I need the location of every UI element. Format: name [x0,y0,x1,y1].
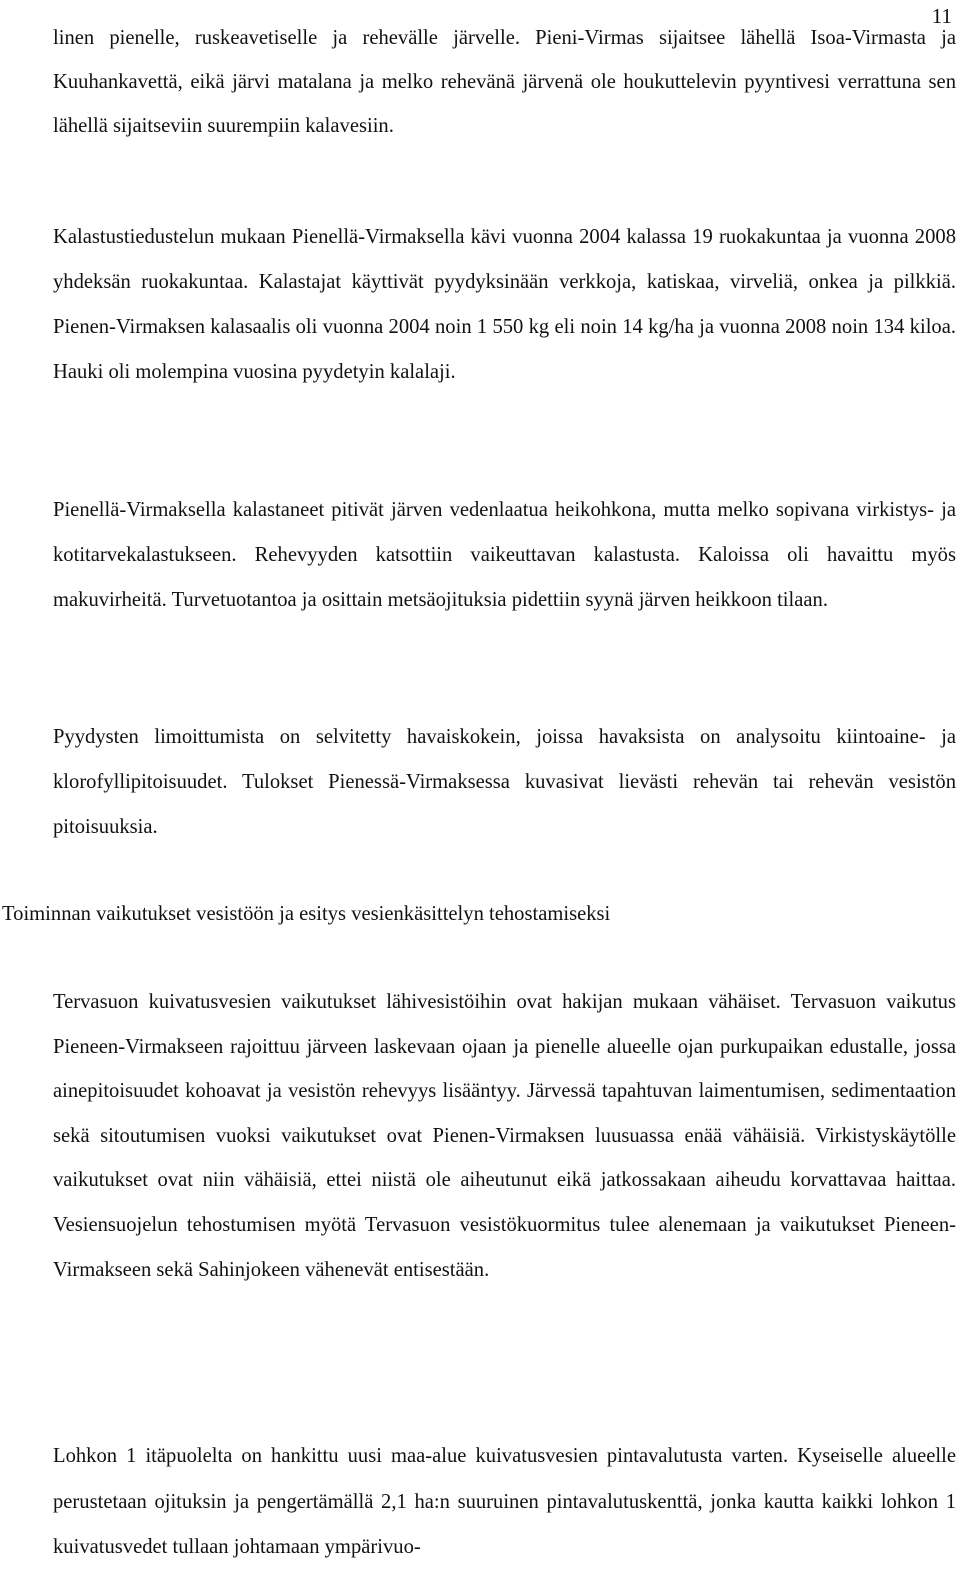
page-number: 11 [931,4,952,28]
paragraph-lake-description: linen pienelle, ruskeavetiselle ja rehevälle järvelle. Pieni-Virmas sijaitsee lähellä Isoa-Virmasta ja Kuuhankavettä, eikä järvi matalana ja melko rehevänä järvenä ole houkuttelevin pyyntivesi verrattuna sen lähellä sijaitseviin suurempiin kalavesiin. [53,27,956,137]
section-heading: Toiminnan vaikutukset vesistöön ja esitys vesienkäsittelyn tehostamiseksi [2,903,611,925]
paragraph-gear-fouling: Pyydysten limoittumista on selvitetty havaiskokein, joissa havaksista on analysoitu kiintoaine- ja klorofyllipitoisuudet. Tulokset Pienessä-Virmaksessa kuvasivat lievästi rehevän tai rehevän vesistön pitoisuuksia. [53,726,956,838]
paragraph-water-quality-opinion: Pienellä-Virmaksella kalastaneet pitivät järven vedenlaatua heikohkona, mutta melko sopivana virkistys- ja kotitarvekalastukseen. Rehevyyden katsottiin vaikeuttavan kalastusta. Kaloissa oli havaittu myös makuvirheitä. Turvetuotantoa ja osittain metsäojituksia pidettiin syynä järven heikkoon tilaan. [53,499,956,611]
paragraph-overland-flow-field: Lohkon 1 itäpuolelta on hankittu uusi maa-alue kuivatusvesien pintavalutusta varten. Kyseiselle alueelle perustetaan ojituksin ja pengertämällä 2,1 ha:n suuruinen pintavalutuskenttä, jonka kautta kaikki lohkon 1 kuivatusvedet tullaan johtamaan ympärivuo- [53,1445,956,1558]
paragraph-fishing-survey: Kalastustiedustelun mukaan Pienellä-Virmaksella kävi vuonna 2004 kalassa 19 ruokakuntaa ja vuonna 2008 yhdeksän ruokakuntaa. Kalastajat käyttivät pyydyksinään verkkoja, katiskaa, virveliä, onkea ja pilkkiä. Pienen-Virmaksen kalasaalis oli vuonna 2004 noin 1 550 kg eli noin 14 kg/ha ja vuonna 2008 noin 134 kiloa. Hauki oli molempina vuosina pyydetyin kalalaji. [53,226,956,383]
paragraph-drainage-impacts: Tervasuon kuivatusvesien vaikutukset lähivesistöihin ovat hakijan mukaan vähäiset. Tervasuon vaikutus Pieneen-Virmakseen rajoittuu järveen laskevaan ojaan ja pienelle alueelle ojan purkupaikan edustalle, jossa ainepitoisuudet kohoavat ja vesistön rehevyys lisääntyy. Järvessä tapahtuvan laimentumisen, sedimentaation sekä sitoutumisen vuoksi vaikutukset ovat Pienen-Virmaksen luusuassa enää vähäisiä. Virkistyskäytölle vaikutukset ovat niin vähäisiä, ettei niistä ole aiheutunut eikä jatkossakaan aiheudu korvattavaa haittaa. Vesiensuojelun tehostumisen myötä Tervasuon vesistökuormitus tulee alenemaan ja vaikutukset Pieneen-Virmakseen sekä Sahinjokeen vähenevät entisestään. [53,991,956,1281]
